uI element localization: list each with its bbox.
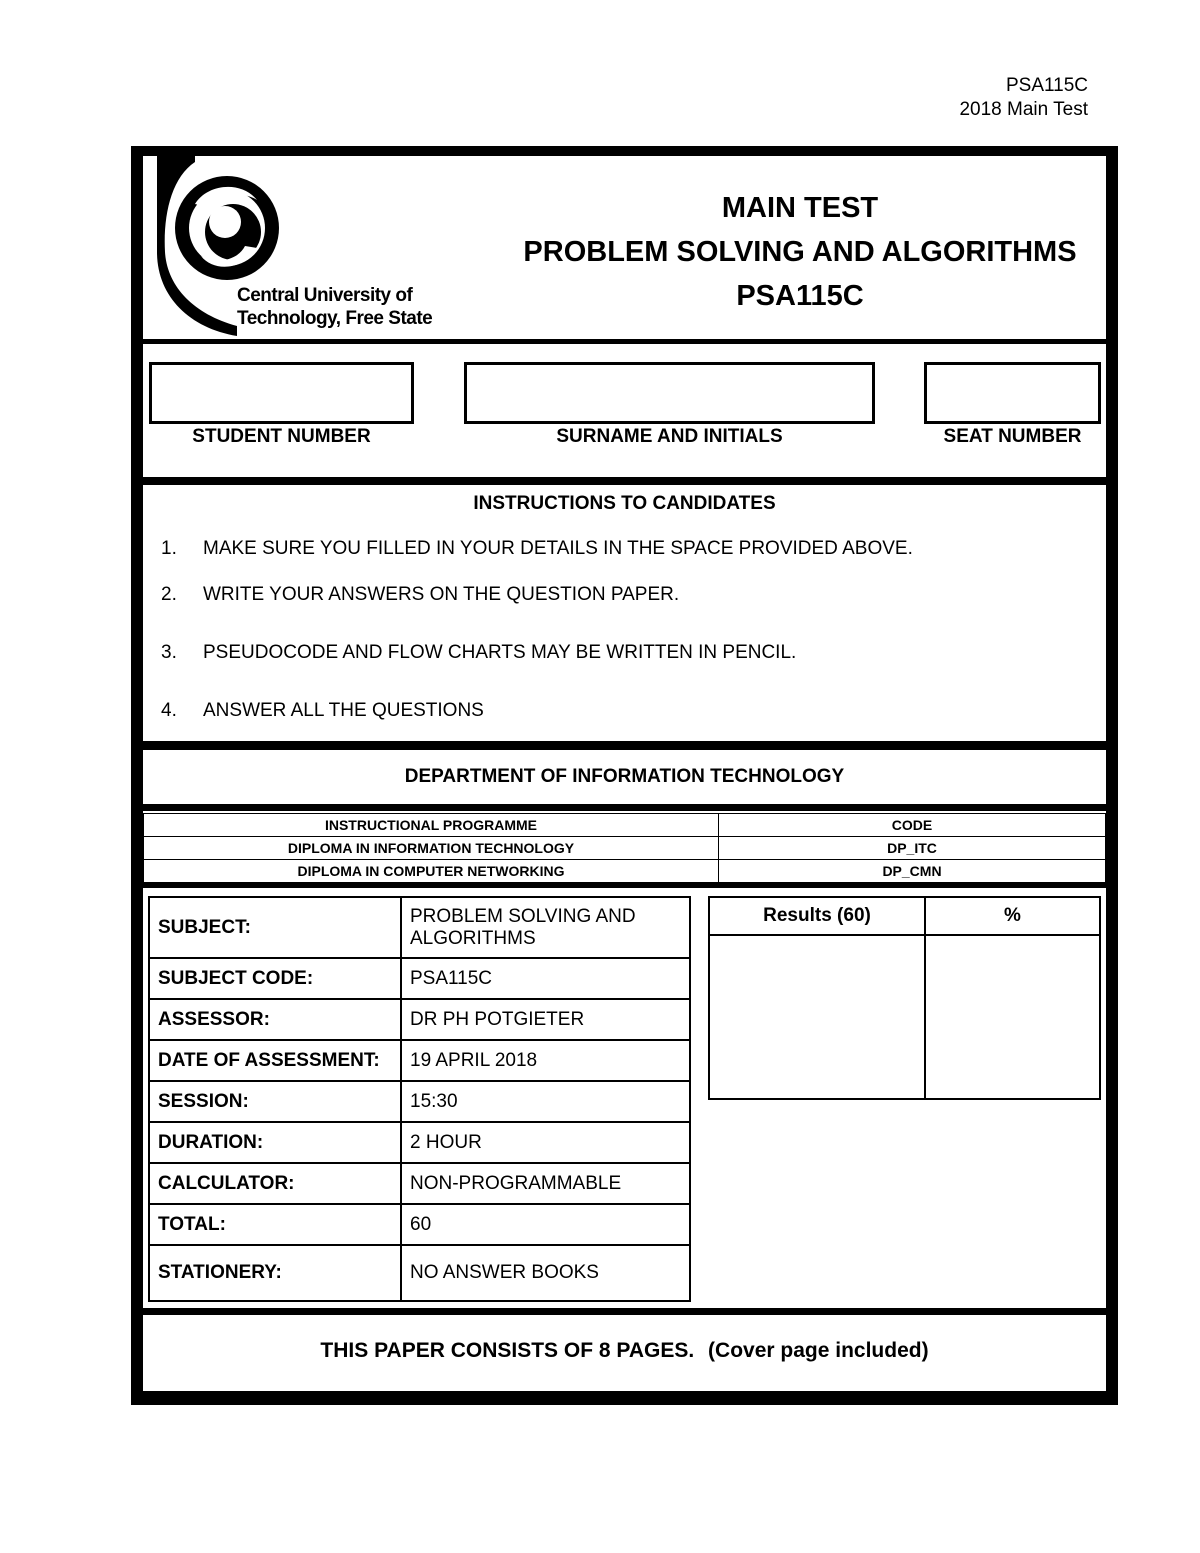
table-row: STATIONERY: NO ANSWER BOOKS [149,1245,690,1301]
title-line3: PSA115C [736,280,864,312]
department-panel [143,750,1106,804]
page-header [959,74,1088,122]
university-name [237,284,432,330]
code-cell: DP_CMN [719,860,1106,883]
instruction-item: 4. ANSWER ALL THE QUESTIONS [161,700,484,721]
table-row: CALCULATOR: NON-PROGRAMMABLE [149,1163,690,1204]
table-row: SUBJECT CODE: PSA115C [149,958,690,999]
subject-panel [143,888,1106,1308]
surname-input[interactable] [464,362,875,424]
table-row [144,860,1106,883]
table-row [709,935,1100,1099]
programme-table [143,813,1106,883]
seat-number-label: SEAT NUMBER [943,426,1082,447]
instruction-item: 3. PSEUDOCODE AND FLOW CHARTS MAY BE WRITTEN IN PENCIL. [161,642,797,663]
cover-note-text: (Cover page included) [708,1339,929,1362]
results-table [708,896,1101,1100]
department-title: DEPARTMENT OF INFORMATION TECHNOLOGY [404,766,845,787]
code-header: CODE [719,814,1106,837]
table-row: SUBJECT: PROBLEM SOLVING AND ALGORITHMS [149,897,690,958]
page-count-note [143,1339,1106,1363]
programme-cell: DIPLOMA IN COMPUTER NETWORKING [144,860,719,883]
programme-header: INSTRUCTIONAL PROGRAMME [144,814,719,837]
instructions-panel [143,485,1106,741]
title-line1: MAIN TEST [721,192,879,224]
table-row [144,837,1106,860]
title-line2: PROBLEM SOLVING AND ALGORITHMS [523,236,1077,268]
instructions-heading: INSTRUCTIONS TO CANDIDATES [473,493,776,514]
percent-input[interactable] [925,935,1100,1099]
page-count-text: THIS PAPER CONSISTS OF 8 PAGES. [320,1339,695,1362]
table-row: DATE OF ASSESSMENT: 19 APRIL 2018 [149,1040,690,1081]
percent-header: % [925,897,1100,935]
test-title [495,186,1105,318]
candidate-details-panel [143,344,1106,477]
code-cell: DP_ITC [719,837,1106,860]
table-row: TOTAL: 60 [149,1204,690,1245]
title-panel [143,156,1106,339]
university-name-line1: Central University of [237,285,413,306]
table-row: SESSION: 15:30 [149,1081,690,1122]
cover-frame [131,146,1118,1405]
subject-table [148,896,691,1302]
results-input[interactable] [709,935,925,1099]
header-subtitle: 2018 Main Test [959,99,1088,120]
surname-label: SURNAME AND INITIALS [556,426,783,447]
footer-panel [143,1315,1106,1391]
student-number-input[interactable] [149,362,414,424]
university-name-line2: Technology, Free State [237,308,433,329]
seat-number-input[interactable] [924,362,1101,424]
table-row [144,814,1106,837]
table-row [709,897,1100,935]
programme-cell: DIPLOMA IN INFORMATION TECHNOLOGY [144,837,719,860]
header-code: PSA115C [1005,75,1088,96]
table-row: DURATION: 2 HOUR [149,1122,690,1163]
results-header: Results (60) [709,897,925,935]
student-number-label: STUDENT NUMBER [192,426,371,447]
instruction-item: 2. WRITE YOUR ANSWERS ON THE QUESTION PAPER. [161,584,680,605]
programme-panel [143,811,1106,883]
instruction-item: 1. MAKE SURE YOU FILLED IN YOUR DETAILS IN THE SPACE PROVIDED ABOVE. [161,538,913,559]
table-row: ASSESSOR: DR PH POTGIETER [149,999,690,1040]
